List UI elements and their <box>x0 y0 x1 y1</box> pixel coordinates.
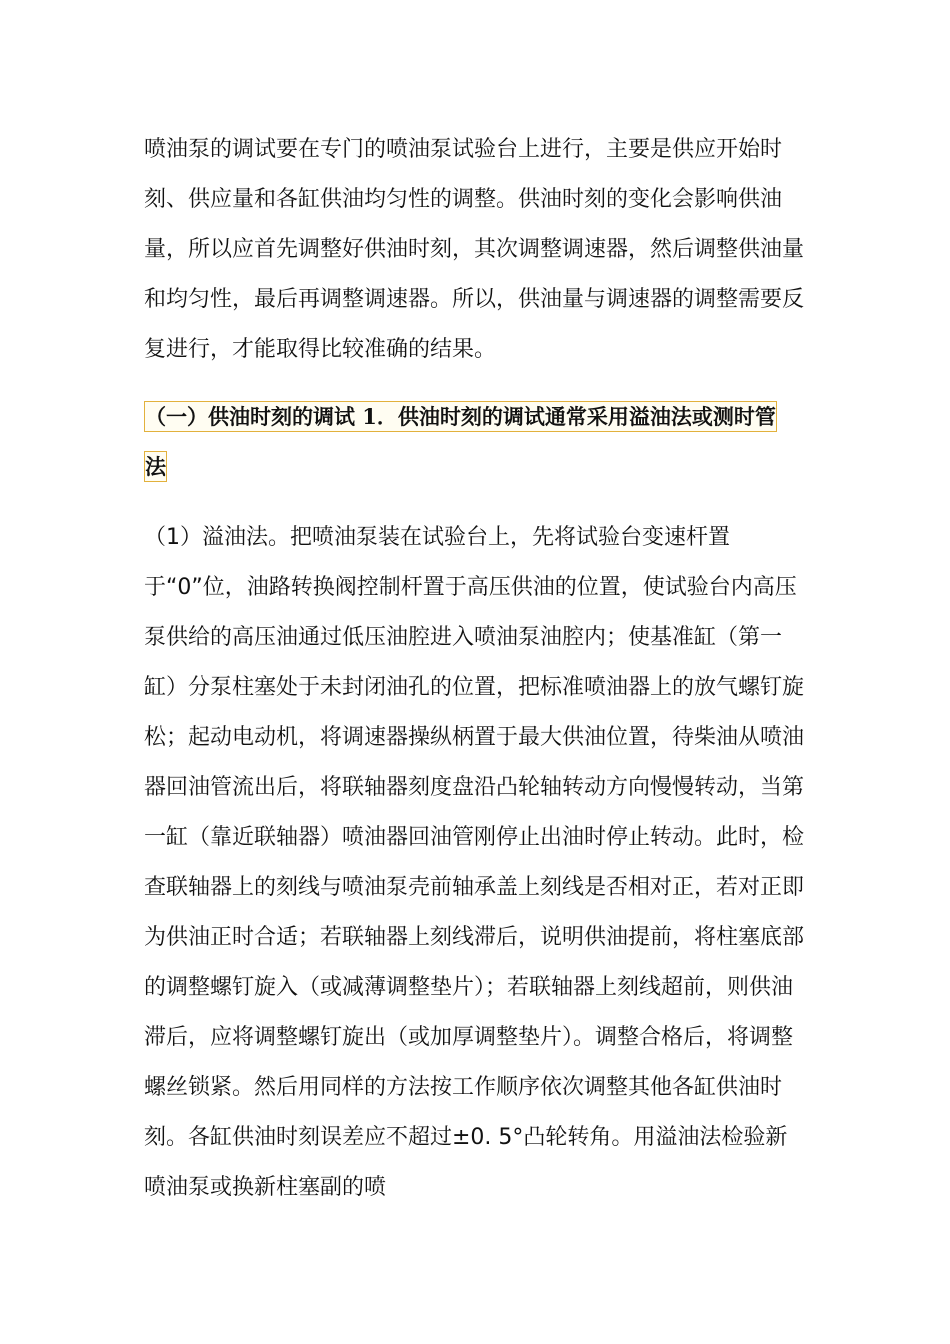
overflow-method-paragraph: （1）溢油法。把喷油泵装在试验台上，先将试验台变速杆置于“0”位，油路转换阀控制杆置于高压供油的位置，使试验台内高压泵供给的高压油通过低压油腔进入喷油泵油腔内；使基准缸（第一缸）分泵柱塞处于未封闭油孔的位置，把标准喷油器上的放气螺钉旋松；起动电动机，将调速器操纵柄置于最大供油位置，待柴油从喷油器回油管流出后，将联轴器刻度盘沿凸轮轴转动方向慢慢转动，当第一缸（靠近联轴器）喷油器回油管刚停止出油时停止转动。此时，检查联轴器上的刻线与喷油泵壳前轴承盖上刻线是否相对正，若对正即为供油正时合适；若联轴器上刻线滞后，说明供油提前，将柱塞底部的调整螺钉旋入（或减薄调整垫片）；若联轴器上刻线超前，则供油滞后，应将调整螺钉旋出（或加厚调整垫片）。调整合格后，将调整螺丝锁紧。然后用同样的方法按工作顺序依次调整其他各缸供油时刻。各缸供油时刻误差应不超过±0. 5°凸轮转角。用溢油法检验新喷油泵或换新柱塞副的喷 <box>144 525 805 1200</box>
section-heading-text: （一）供油时刻的调试 1．供油时刻的调试通常采用溢油法或测时管法 <box>144 401 777 482</box>
intro-paragraph: 喷油泵的调试要在专门的喷油泵试验台上进行，主要是供应开始时刻、供应量和各缸供油均匀性的调整。供油时刻的变化会影响供油量，所以应首先调整好供油时刻，其次调整调速器，然后调整供油量和均匀性，最后再调整调速器。所以，供油量与调速器的调整需要反复进行，才能取得比较准确的结果。 <box>144 137 805 362</box>
section-heading <box>144 392 788 492</box>
